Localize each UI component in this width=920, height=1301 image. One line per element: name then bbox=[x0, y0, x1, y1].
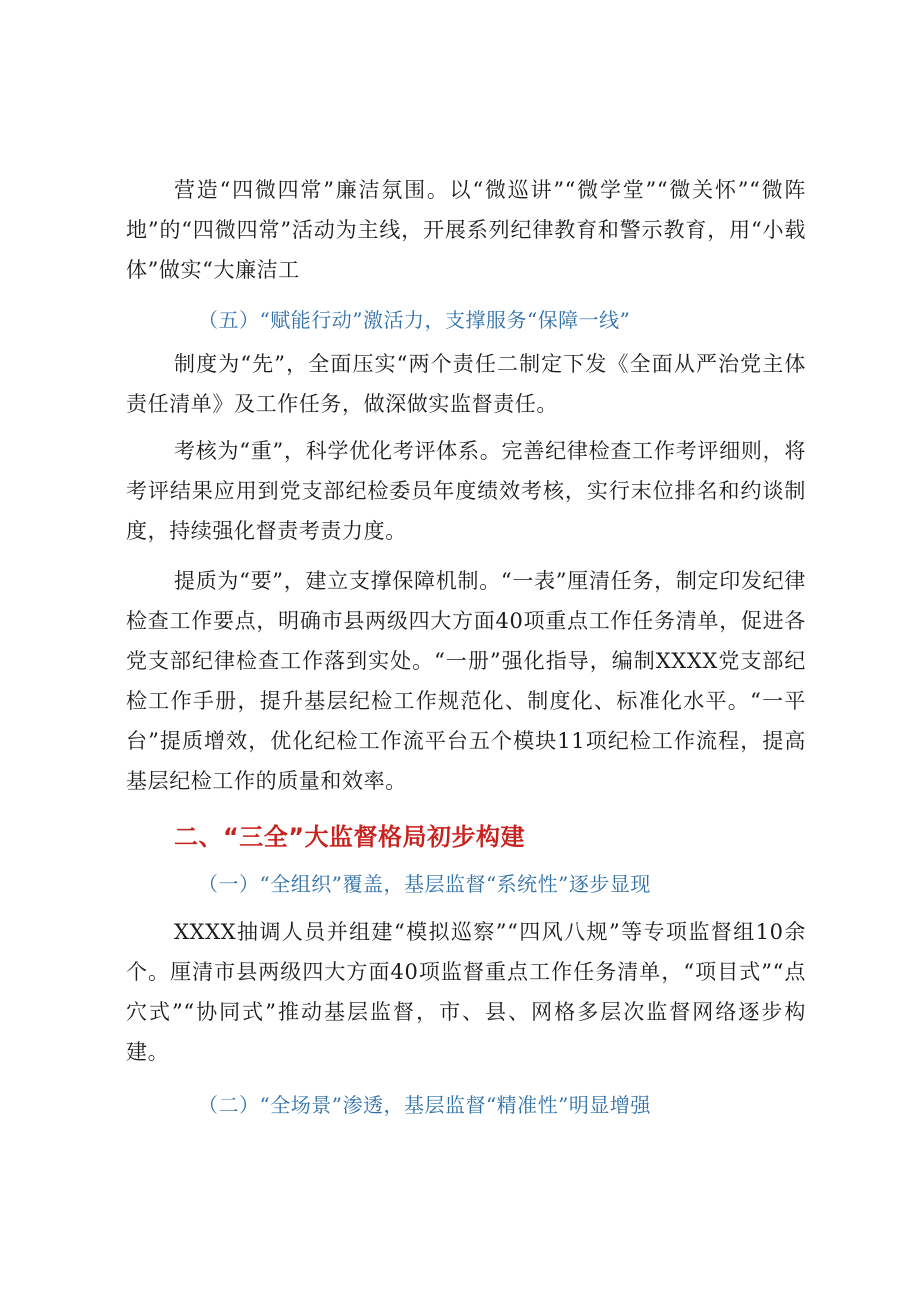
section-title: 二、“三全”大监督格局初步构建 bbox=[174, 823, 526, 851]
section-heading-2 bbox=[126, 820, 806, 854]
body-paragraph: 营造“四微四常”廉洁氛围。以“微巡讲”“微学堂”“微关怀”“微阵地”的“四微四常”活动为主线，开展系列纪律教育和警示教育，用“小载体”做实“大廉洁工 bbox=[126, 178, 806, 282]
paragraph-atmosphere bbox=[126, 170, 806, 290]
body-paragraph: 提质为“要”，建立支撑保障机制。“一表”厘清任务，制定印发纪律检查工作要点，明确市县两级四大方面40项重点工作任务清单，促进各党支部纪律检查工作落到实处。“一册”强化指导，编制XXXX党支部纪检工作手册，提升基层纪检工作规范化、制度化、标准化水平。“一平台”提质增效，优化纪检工作流平台五个模块11项纪检工作流程，提高基层纪检工作的质量和效率。 bbox=[126, 569, 806, 793]
heading-section-1 bbox=[126, 869, 806, 899]
paragraph-quality bbox=[126, 561, 806, 801]
heading-section-5 bbox=[126, 305, 806, 335]
body-paragraph: 考核为“重”，科学优化考评体系。完善纪律检查工作考评细则，将考评结果应用到党支部纪检委员年度绩效考核，实行末位排名和约谈制度，持续强化督责考责力度。 bbox=[126, 439, 806, 543]
paragraph-system bbox=[126, 344, 806, 424]
paragraph-assessment bbox=[126, 431, 806, 551]
paragraph-supervision bbox=[126, 912, 806, 1072]
subsection-heading: （五）“赋能行动”激活力，支撑服务“保障一线” bbox=[198, 308, 631, 332]
heading-section-2 bbox=[126, 1090, 806, 1120]
subsection-heading: （二）“全场景”渗透，基层监督“精准性”明显增强 bbox=[198, 1093, 651, 1117]
body-paragraph: XXXX抽调人员并组建“模拟巡察”“四风八规”等专项监督组10余个。厘清市县两级四大方面40项监督重点工作任务清单，“项目式”“点穴式”“协同式”推动基层监督，市、县、网格多层次监督网络逐步构建。 bbox=[126, 920, 806, 1064]
subsection-heading: （一）“全组织”覆盖，基层监督“系统性”逐步显现 bbox=[198, 872, 651, 896]
body-paragraph: 制度为“先”，全面压实“两个责任二制定下发《全面从严治党主体责任清单》及工作任务，做深做实监督责任。 bbox=[126, 352, 806, 416]
